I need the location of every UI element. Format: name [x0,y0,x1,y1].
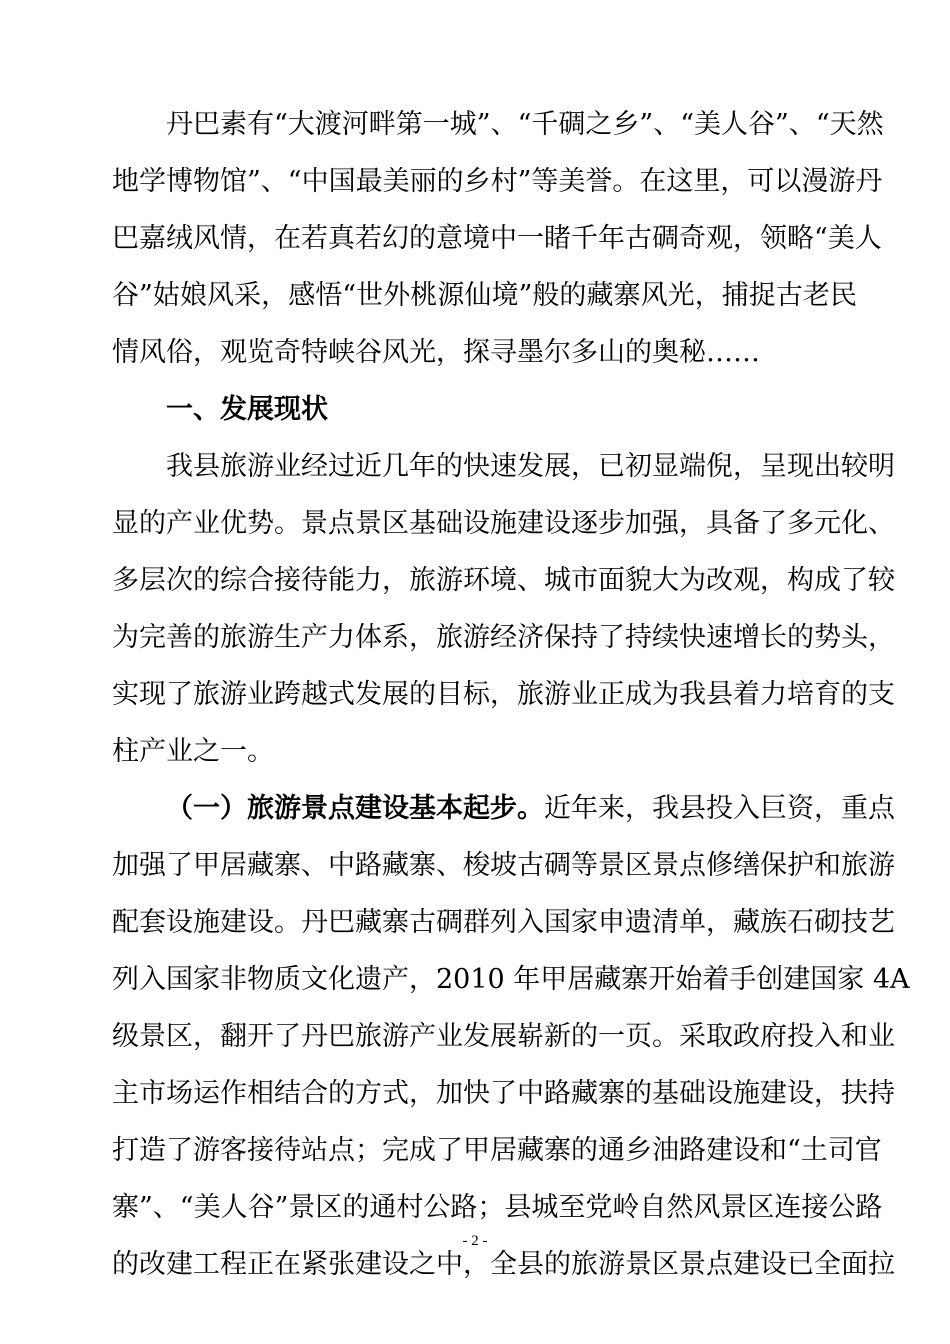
text-line: 的改建工程正在紧张建设之中，全县的旅游景区景点建设已全面拉 [112,1249,895,1280]
text-line: 打造了游客接待站点；完成了甲居藏寨的通乡油路建设和“土司官 [112,1135,882,1166]
text-line: 配套设施建设。丹巴藏寨古碉群列入国家申遗清单，藏族石砌技艺 [112,907,895,938]
section-heading: 一、发展现状 [166,394,328,425]
text-line: 丹巴素有“大渡河畔第一城”、“千碉之乡”、“美人谷”、“天然 [166,109,884,140]
page-number: - 2 - [462,1233,488,1249]
text-line [112,780,895,837]
text-line: 加强了甲居藏寨、中路藏寨、梭坡古碉等景区景点修缮保护和旅游 [112,850,895,881]
subsection-heading: （一）旅游景点建设基本起步。 [166,793,544,824]
text-line: 地学博物馆”、“中国最美丽的乡村”等美誉。在这里，可以漫游丹 [112,166,883,197]
text-line: 情风俗，观览奇特峡谷风光，探寻墨尔多山的奥秘…… [112,337,760,368]
text-line: 列入国家非物质文化遗产，2010 年甲居藏寨开始着手创建国家 4A [112,964,910,995]
document-body [112,96,910,1293]
text-line: 柱产业之一。 [112,736,274,767]
text-line: 谷”姑娘风采，感悟“世外桃源仙境”般的藏寨风光，捕捉古老民 [112,280,857,311]
text-line: 寨”、“美人谷”景区的通村公路；县城至党岭自然风景区连接公路 [112,1192,883,1223]
text-line: 级景区，翻开了丹巴旅游产业发展崭新的一页。采取政府投入和业 [112,1021,895,1052]
text-span: 近年来，我县投入巨资，重点 [544,793,895,824]
text-line: 巴嘉绒风情，在若真若幻的意境中一睹千年古碉奇观，领略“美人 [112,223,882,254]
text-line: 显的产业优势。景点景区基础设施建设逐步加强，具备了多元化、 [112,508,895,539]
text-line: 主市场运作相结合的方式，加快了中路藏寨的基础设施建设，扶持 [112,1078,895,1109]
text-line: 我县旅游业经过近几年的快速发展，已初显端倪，呈现出较明 [166,451,895,482]
text-line: 为完善的旅游生产力体系，旅游经济保持了持续快速增长的势头， [112,622,895,653]
text-line: 实现了旅游业跨越式发展的目标，旅游业正成为我县着力培育的支 [112,679,895,710]
text-line: 多层次的综合接待能力，旅游环境、城市面貌大为改观，构成了较 [112,565,895,596]
